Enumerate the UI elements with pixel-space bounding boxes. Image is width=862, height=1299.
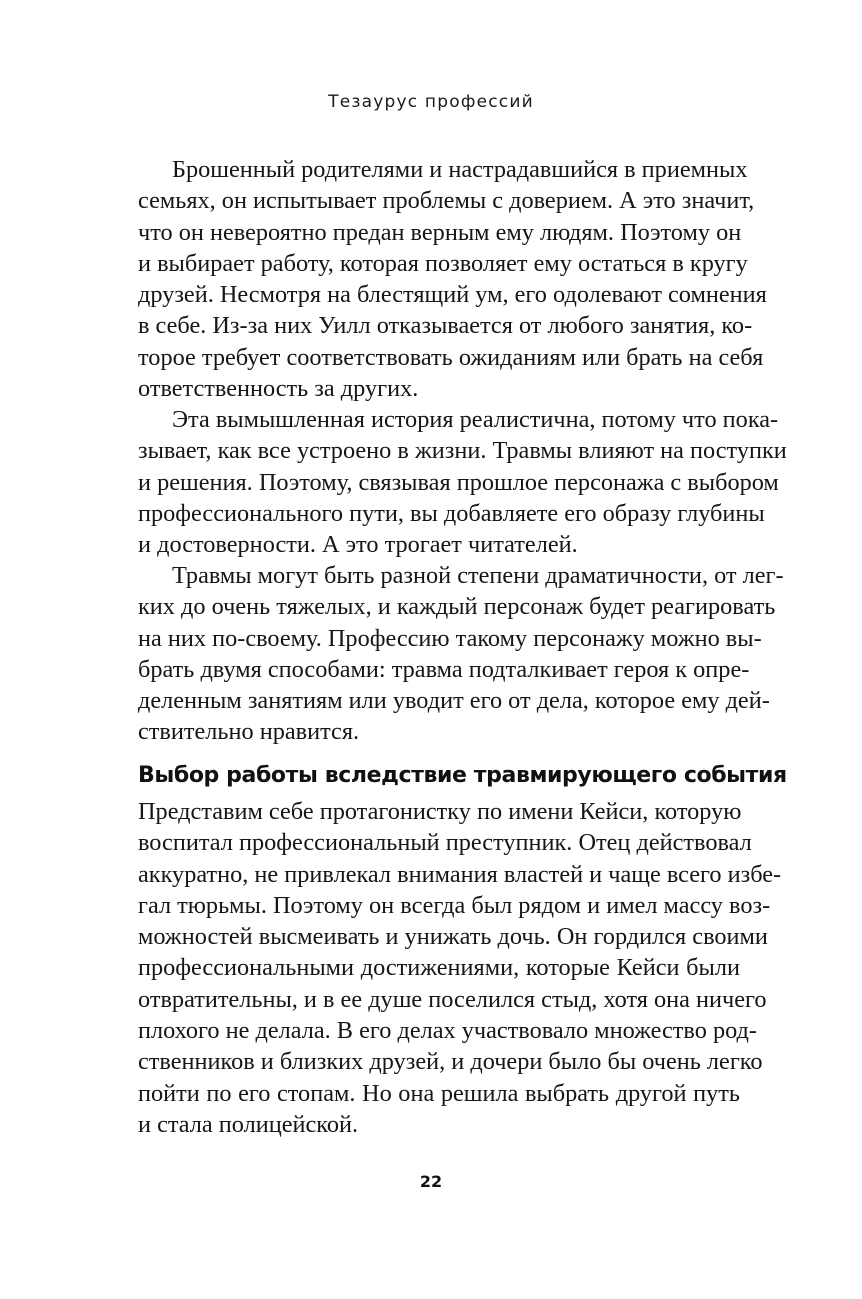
section-paragraph [138, 796, 782, 1140]
paragraph-line: ственников и близких друзей, и дочери было бы очень легко [138, 1048, 763, 1076]
paragraph-line: Брошенный родителями и настрадавшийся в приемных [172, 156, 748, 183]
paragraph-line: плохого не делала. В его делах участвовало множество род- [138, 1017, 758, 1045]
paragraph-line: воспитал профессиональный преступник. Отец действовал [138, 829, 752, 857]
paragraph-line: профессиональными достижениями, которые Кейси были [138, 954, 740, 982]
paragraph-line: пойти по его стопам. Но она решила выбрать другой путь [138, 1079, 740, 1107]
paragraph-line: и достоверности. А это трогает читателей. [138, 531, 578, 559]
paragraph-line: в себе. Из-за них Уилл отказывается от любого занятия, ко- [138, 312, 753, 340]
paragraph-line: деленным занятиям или уводит его от дела, которое ему дей- [138, 687, 770, 715]
paragraph-line: и решения. Поэтому, связывая прошлое персонажа с выбором [138, 468, 779, 496]
paragraph-line: ких до очень тяжелых, и каждый персонаж будет реагировать [138, 593, 776, 621]
running-head: Тезаурус профессий [328, 92, 534, 112]
paragraph-line: зывает, как все устроено в жизни. Травмы влияют на поступки [138, 437, 787, 465]
paragraph-line: на них по-своему. Профессию такому персонажу можно вы- [138, 624, 762, 652]
paragraph-line: ответственность за других. [138, 375, 419, 403]
paragraph-line: и стала полицейской. [138, 1110, 359, 1138]
paragraph-line: семьях, он испытывает проблемы с доверием. А это значит, [138, 187, 755, 215]
paragraph-line: и выбирает работу, которая позволяет ему остаться в кругу [138, 249, 748, 277]
paragraph-line: Представим себе протагонистку по имени Кейси, которую [138, 798, 742, 825]
paragraph-line: Эта вымышленная история реалистична, потому что пока- [172, 406, 779, 433]
paragraph-1 [138, 154, 767, 404]
paragraph-line: можностей высмеивать и унижать дочь. Он гордился своими [138, 923, 768, 951]
paragraph-line: аккуратно, не привлекал внимания властей и чаще всего избе- [138, 860, 782, 888]
paragraph-2 [138, 404, 787, 560]
paragraph-line: торое требует соответствовать ожиданиям или брать на себя [138, 343, 764, 371]
paragraph-line: профессионального пути, вы добавляете его образу глубины [138, 499, 765, 527]
section-heading: Выбор работы вследствие травмирующего события [138, 763, 787, 788]
paragraph-3 [138, 560, 784, 748]
paragraph-line: Травмы могут быть разной степени драматичности, от лег- [172, 562, 784, 589]
paragraph-line: друзей. Несмотря на блестящий ум, его одолевают сомнения [138, 281, 767, 309]
paragraph-line: брать двумя способами: травма подталкивает героя к опре- [138, 655, 750, 683]
page-number: 22 [419, 1172, 443, 1191]
paragraph-line: гал тюрьмы. Поэтому он всегда был рядом и имел массу воз- [138, 891, 771, 919]
paragraph-line: отвратительны, и в ее душе поселился стыд, хотя она ничего [138, 985, 767, 1013]
paragraph-line: что он невероятно предан верным ему людям. Поэтому он [138, 218, 742, 246]
paragraph-line: ствительно нравится. [138, 718, 360, 746]
